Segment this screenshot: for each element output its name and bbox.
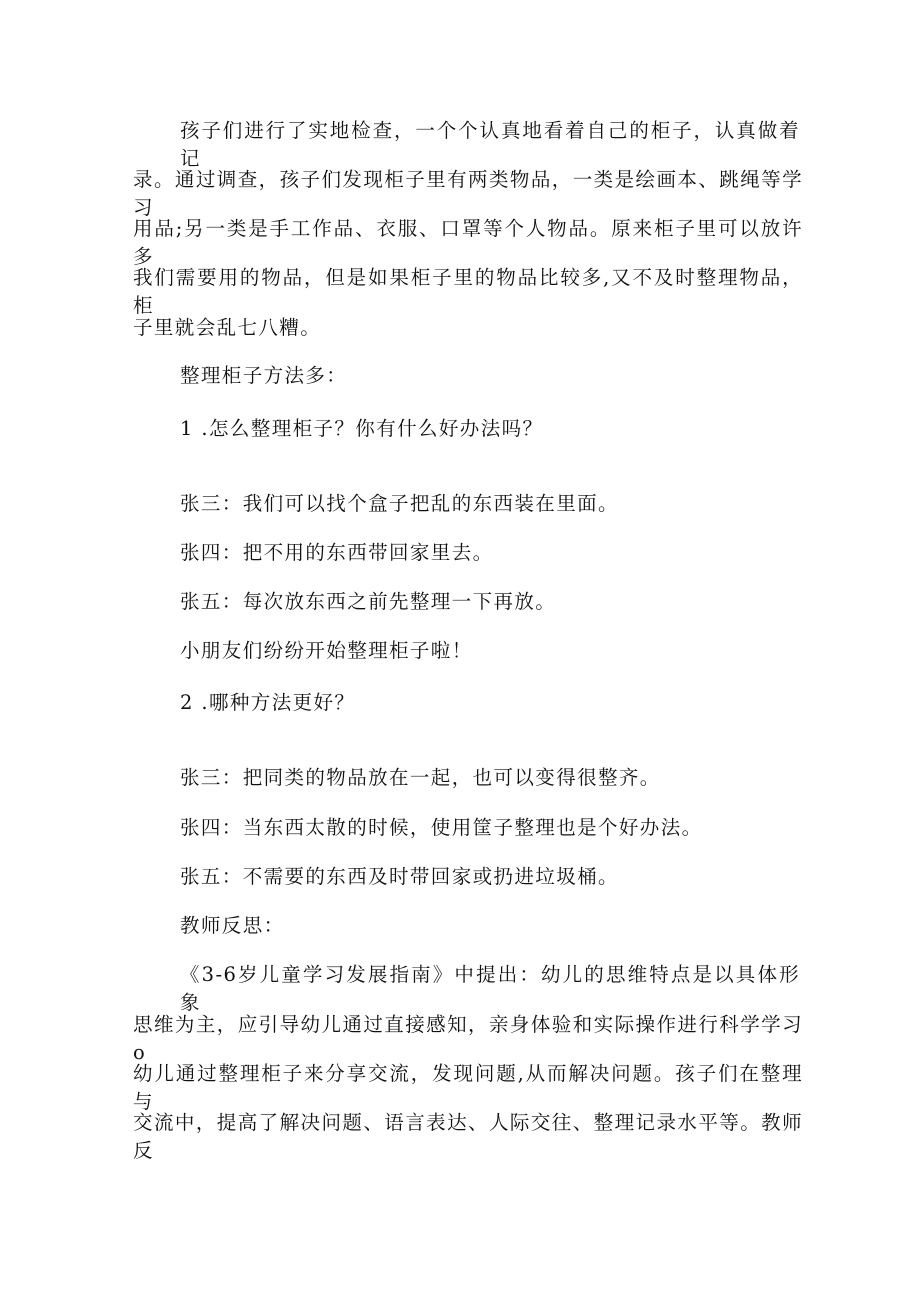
paragraph-1-line-2: 录。通过调查，孩子们发现柜子里有两类物品，一类是绘画本、跳绳等学习 [133, 168, 803, 219]
answer-1-zhangsi: 张四：把不用的东西带回家里去。 [180, 541, 494, 564]
transition-text: 小朋友们纷纷开始整理柜子啦！ [180, 639, 473, 662]
question-1: 1 .怎么整理柜子？你有什么好办法吗？ [180, 417, 544, 440]
answer-2-zhangwu: 张五：不需要的东西及时带回家或扔进垃圾桶。 [180, 865, 619, 888]
reflection-heading: 教师反思： [180, 914, 285, 937]
question-2: 2 .哪种方法更好？ [180, 691, 356, 714]
paragraph-1-line-5: 子里就会乱七八糟。 [133, 316, 322, 339]
answer-2-zhangsan: 张三：把同类的物品放在一起，也可以变得很整齐。 [180, 766, 661, 789]
answer-2-zhangsi: 张四：当东西太散的时候，使用筐子整理也是个好办法。 [180, 816, 703, 839]
paragraph-1-line-3: 用品;另一类是手工作品、衣服、口罩等个人物品。原来柜子里可以放许多 [133, 217, 803, 268]
paragraph-2-line-4: 交流中，提高了解决问题、语言表达、人际交往、整理记录水平等。教师反 [133, 1111, 803, 1162]
paragraph-1-line-4: 我们需要用的物品，但是如果柜子里的物品比较多,又不及时整理物品，柜 [133, 266, 803, 317]
answer-1-zhangsan: 张三：我们可以找个盒子把乱的东西装在里面。 [180, 492, 619, 515]
paragraph-2-line-2: 思维为主，应引导幼儿通过直接感知，亲身体验和实际操作进行科学学习o [133, 1013, 803, 1064]
answer-1-zhangwu: 张五：每次放东西之前先整理一下再放。 [180, 590, 557, 613]
section-heading: 整理柜子方法多： [180, 364, 348, 387]
paragraph-1-line-1: 孩子们进行了实地检查，一个个认真地看着自己的柜子，认真做着记 [180, 119, 800, 170]
paragraph-2-line-1: 《3-6岁儿童学习发展指南》中提出：幼儿的思维特点是以具体形象 [180, 963, 800, 1014]
paragraph-2-line-3: 幼儿通过整理柜子来分享交流，发现问题,从而解决问题。孩子们在整理与 [133, 1062, 803, 1113]
